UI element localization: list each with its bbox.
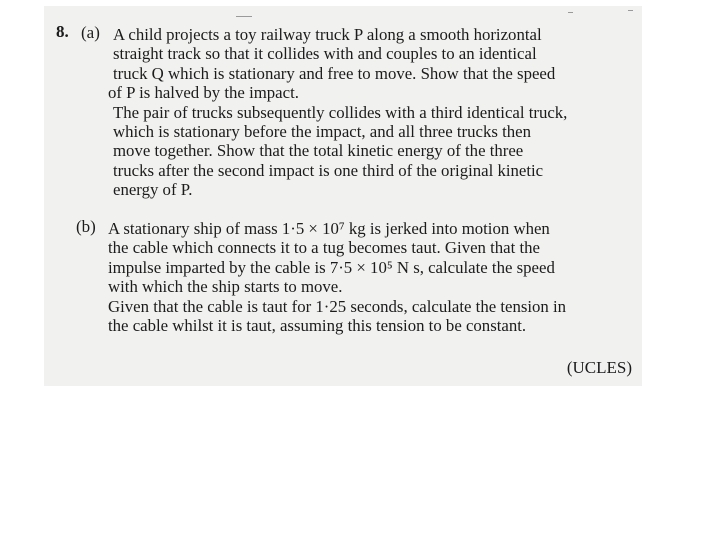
scan-mark [568,12,573,13]
part-a-text [108,25,568,200]
part-b-label: (b) [76,217,96,236]
part-b-line: Given that the cable is taut for 1·25 seconds, calculate the tension in [108,296,567,316]
part-a-line: of P is halved by the impact. [108,83,299,103]
part-b-line: impulse imparted by the cable is 7·5 × 10⁵ N s, calculate the speed [108,257,555,277]
part-a-label: (a) [81,23,100,42]
part-b-line: the cable which connects it to a tug becomes taut. Given that the [108,238,540,258]
part-b-line: the cable whilst it is taut, assuming this tension to be constant. [108,315,527,335]
part-a-line: A child projects a toy railway truck P along a smooth horizontal [113,25,542,44]
part-a-line: trucks after the second impact is one third of the original kinetic [113,160,544,180]
part-a-line: straight track so that it collides with and couples to an identical [113,44,537,64]
scan-mark [236,16,252,17]
part-b-line: with which the ship starts to move. [108,277,343,297]
scan-mark [628,10,633,11]
part-a-line: truck Q which is stationary and free to move. Show that the speed [113,63,556,83]
source-attribution: (UCLES) [566,358,632,377]
part-a-line: The pair of trucks subsequently collides with a third identical truck, [113,102,568,122]
part-a-line: energy of P. [113,180,193,200]
part-a-line: move together. Show that the total kinetic energy of the three [113,141,524,161]
part-b-line: A stationary ship of mass 1·5 × 10⁷ kg is jerked into motion when [108,219,550,238]
question-number: 8. [56,22,69,41]
part-a-line: which is stationary before the impact, and all three trucks then [113,121,531,141]
part-b-text [108,219,566,335]
